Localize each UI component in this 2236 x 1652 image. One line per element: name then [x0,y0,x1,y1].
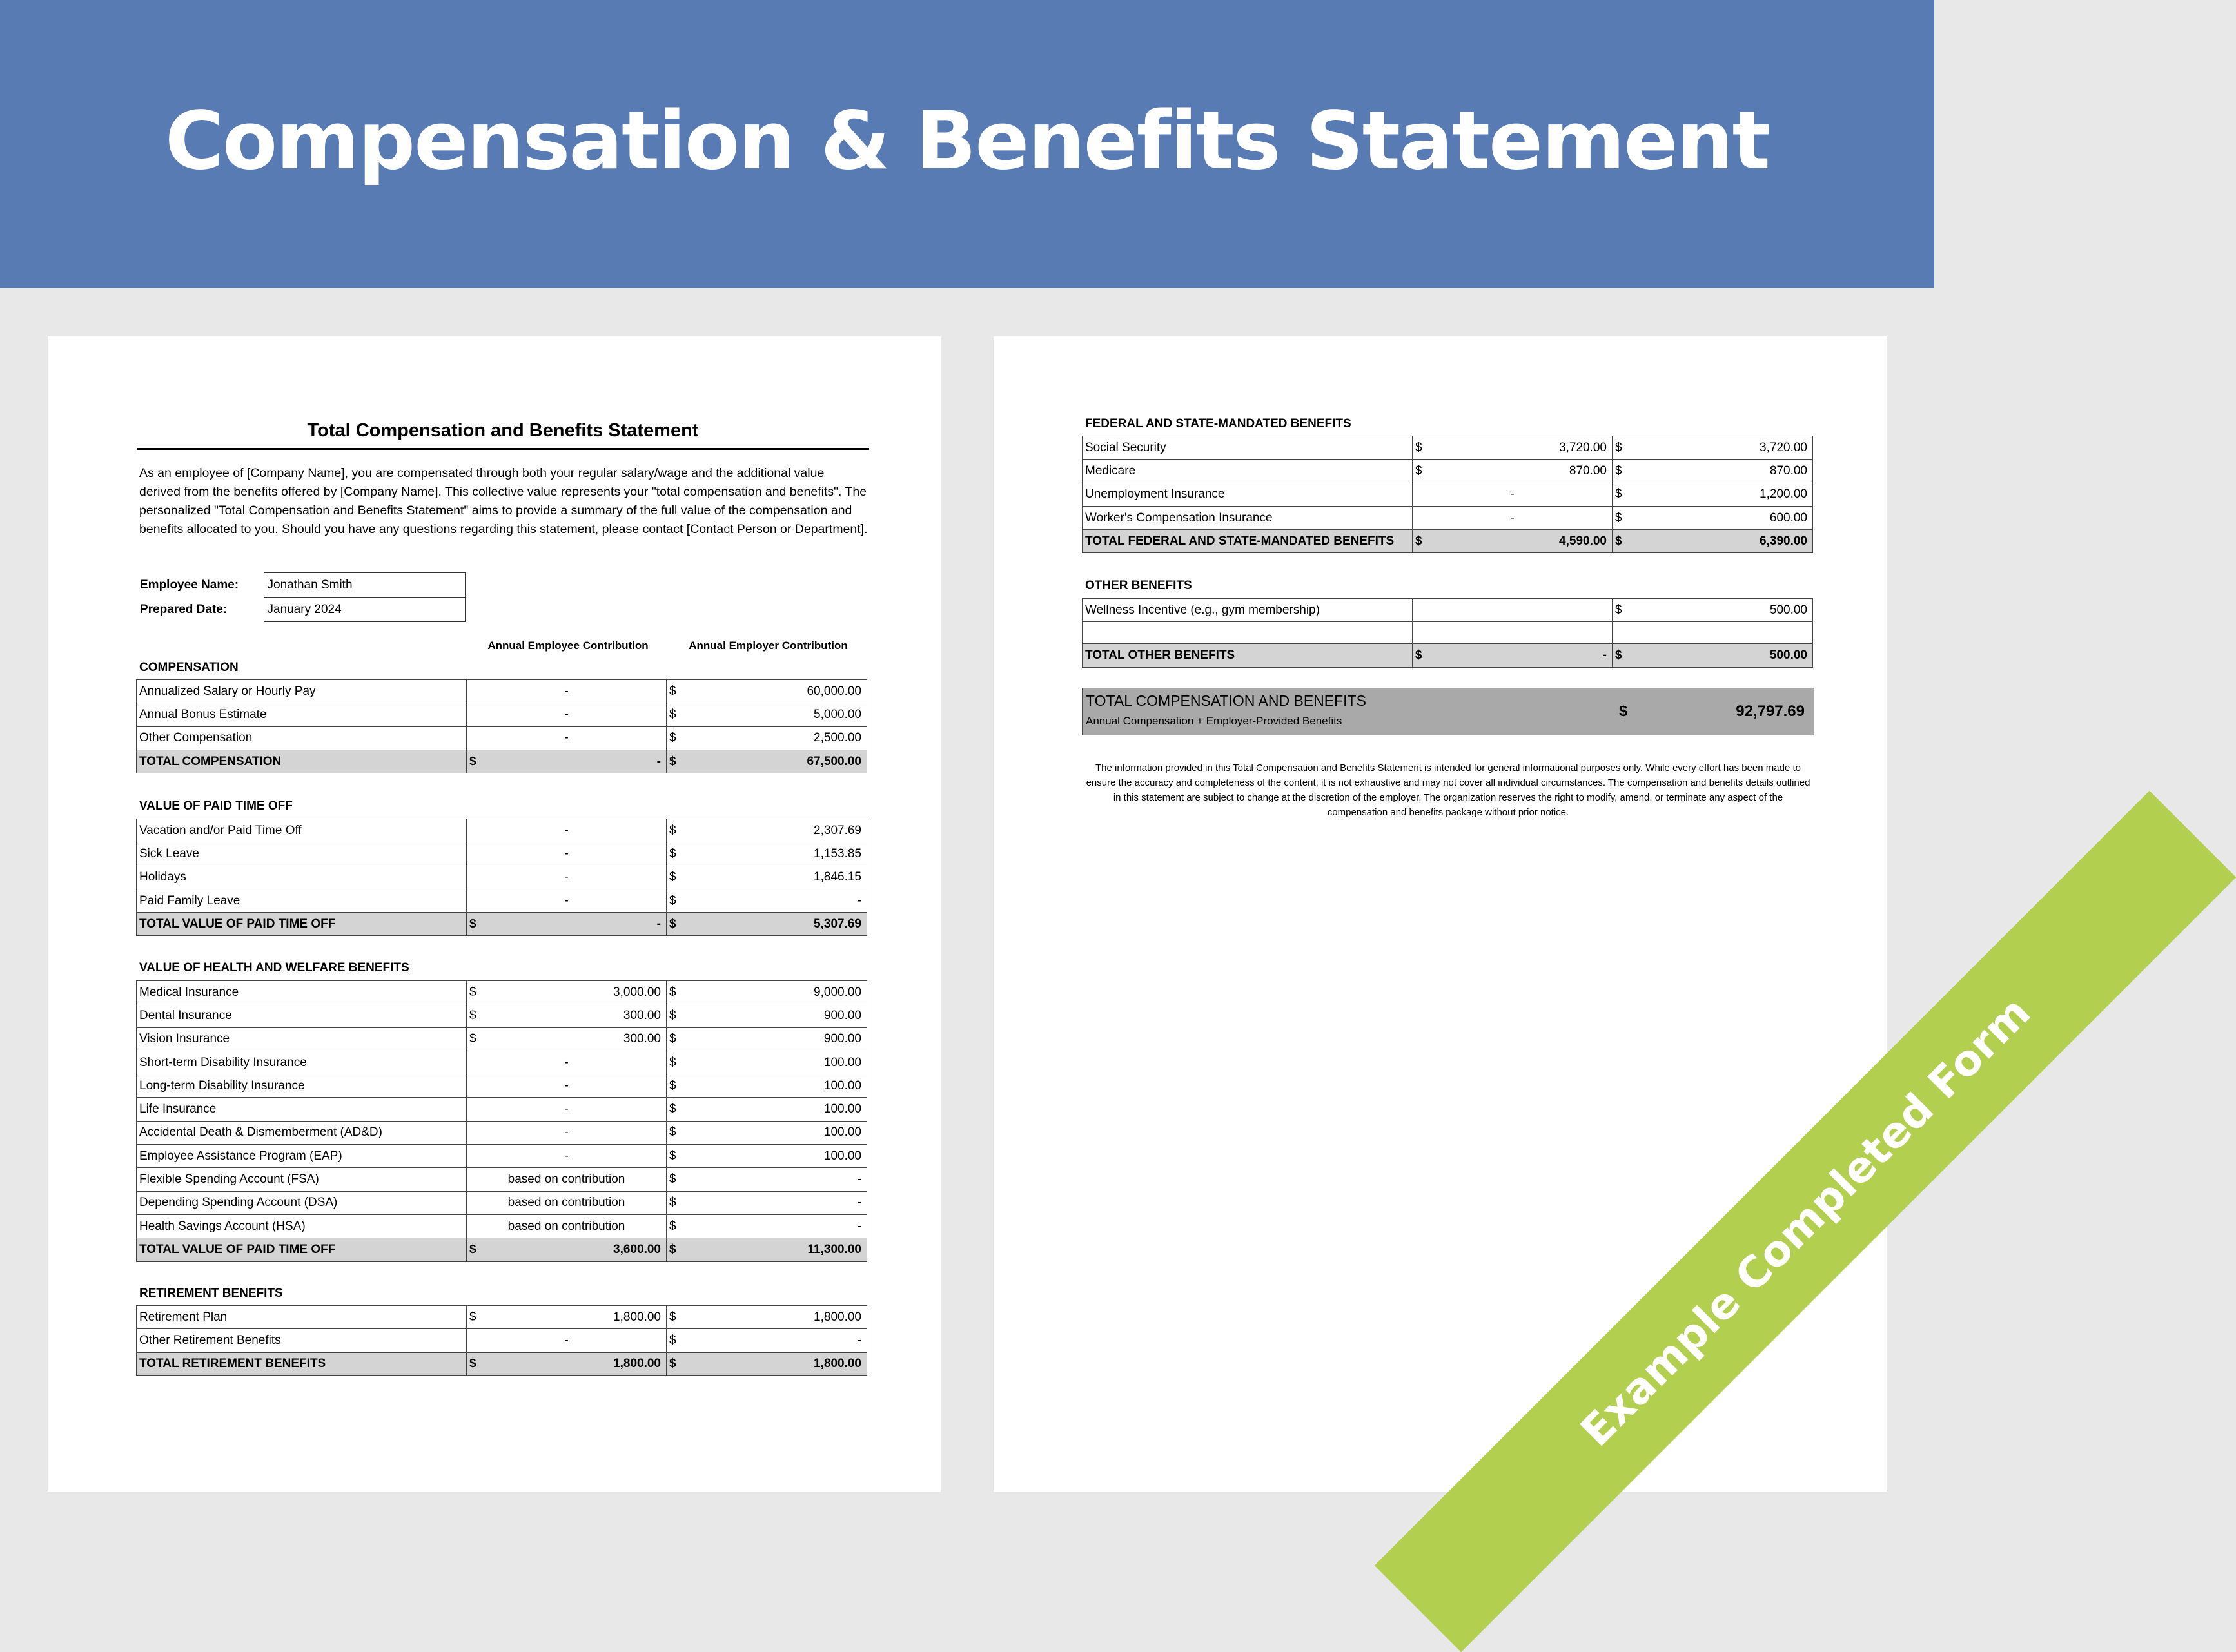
statement-title: Total Compensation and Benefits Statement [137,420,869,450]
currency-symbol: $ [669,1102,676,1116]
grand-total-value: 92,797.69 [1736,703,1805,720]
row-label: Unemployment Insurance [1083,483,1413,506]
amount: 1,800.00 [814,1310,861,1324]
table-row [137,1121,867,1144]
amount: 100.00 [823,1078,861,1093]
amount: 3,720.00 [1559,440,1607,454]
row-label: Employee Assistance Program (EAP) [137,1145,467,1168]
employee-contribution-cell [1413,599,1613,622]
employer-contribution-cell [667,680,867,703]
amount: 1,200.00 [1760,487,1807,501]
table-row [137,1098,867,1121]
amount: 500.00 [1769,603,1807,617]
blank-row [1083,622,1813,644]
employee-contribution-cell [467,680,667,703]
amount: 60,000.00 [807,684,861,698]
amount: - [564,893,569,908]
employer-contribution-cell [667,1074,867,1098]
currency-symbol: $ [469,1008,476,1022]
amount: 100.00 [823,1102,861,1116]
prepared-date-field[interactable]: January 2024 [264,598,465,622]
employee-info [137,572,466,622]
currency-symbol: $ [669,823,676,837]
amount: - [564,1055,569,1069]
employee-contribution-cell [467,1145,667,1168]
table-row [137,680,867,703]
employer-contribution-cell [667,842,867,866]
table-row [137,842,867,866]
currency-symbol: $ [669,1125,676,1140]
statement-page-1 [48,336,941,1492]
row-label: Wellness Incentive (e.g., gym membership) [1083,599,1413,622]
row-label: Short-term Disability Insurance [137,1051,467,1074]
currency-symbol: $ [1615,534,1622,548]
employer-contribution-cell [1613,530,1813,553]
amount: 1,153.85 [814,846,861,860]
employee-contribution-cell [1413,530,1613,553]
employee-contribution-cell [467,1121,667,1144]
employer-contribution-cell [667,1352,867,1375]
amount: 300.00 [623,1032,661,1046]
table-row [137,726,867,750]
currency-symbol: $ [1615,510,1622,525]
currency-symbol: $ [669,1055,676,1069]
row-label: Flexible Spending Account (FSA) [137,1168,467,1191]
currency-symbol: $ [1619,703,1628,720]
row-label: Retirement Plan [137,1306,467,1329]
total-label: TOTAL COMPENSATION [137,750,467,773]
table-row [137,1329,867,1352]
row-label: Life Insurance [137,1098,467,1121]
total-row [137,913,867,936]
employee-contribution-header: Annual Employee Contribution [487,639,649,652]
employer-contribution-cell [667,1051,867,1074]
currency-symbol: $ [669,731,676,745]
amount: 300.00 [623,1008,661,1022]
amount: 600.00 [1769,510,1807,525]
employee-contribution-cell [467,1074,667,1098]
amount: - [857,893,861,908]
total-row [137,750,867,773]
employer-contribution-cell [667,726,867,750]
employee-contribution-cell [467,819,667,842]
row-label: Dental Insurance [137,1004,467,1027]
pto-table [136,819,867,936]
currency-symbol: $ [1615,603,1622,617]
employer-contribution-cell [1613,460,1813,483]
currency-symbol: $ [669,754,676,768]
amount: - [1510,510,1515,525]
currency-symbol: $ [1415,440,1422,454]
compensation-table [136,679,867,773]
row-label: Paid Family Leave [137,889,467,912]
table-row [137,1214,867,1238]
empty-cell [1083,622,1413,644]
currency-symbol: $ [469,917,476,931]
employee-contribution-cell [467,1214,667,1238]
currency-symbol: $ [669,1310,676,1324]
amount: - [857,1219,861,1233]
currency-symbol: $ [669,846,676,860]
currency-symbol: $ [669,684,676,698]
table-row [137,981,867,1004]
currency-symbol: $ [469,1032,476,1046]
employer-contribution-cell [667,1329,867,1352]
row-label: Medical Insurance [137,981,467,1004]
currency-symbol: $ [669,1357,676,1371]
employer-contribution-cell [667,703,867,726]
amount: - [564,823,569,837]
amount: 1,800.00 [613,1310,661,1324]
employer-contribution-cell [667,819,867,842]
total-row [1083,644,1813,667]
currency-symbol: $ [1415,648,1422,662]
currency-symbol: $ [1615,440,1622,454]
employer-contribution-cell [667,913,867,936]
row-label: Medicare [1083,460,1413,483]
employer-contribution-cell [667,889,867,912]
currency-symbol: $ [669,1172,676,1187]
row-label: Health Savings Account (HSA) [137,1214,467,1238]
amount: 100.00 [823,1055,861,1069]
currency-symbol: $ [1415,463,1422,478]
header-banner [0,0,1934,288]
row-label: Other Retirement Benefits [137,1329,467,1352]
amount: 100.00 [823,1149,861,1163]
employer-contribution-cell [667,1214,867,1238]
total-row [137,1238,867,1261]
currency-symbol: $ [1615,648,1622,662]
empty-cell [1613,622,1813,644]
amount: - [656,754,661,768]
row-label: Accidental Death & Dismemberment (AD&D) [137,1121,467,1144]
empty-cell [1413,622,1613,644]
row-label: Other Compensation [137,726,467,750]
amount: 100.00 [823,1125,861,1140]
amount: 900.00 [823,1008,861,1022]
employee-contribution-cell [467,703,667,726]
employer-contribution-cell [667,1191,867,1214]
total-row [137,1352,867,1375]
amount: - [564,731,569,745]
currency-symbol: $ [1415,534,1422,548]
amount: 500.00 [1769,648,1807,662]
employee-name-field[interactable]: Jonathan Smith [264,573,465,598]
other-title: OTHER BENEFITS [1085,579,1192,592]
grand-total-title: TOTAL COMPENSATION AND BENEFITS [1086,692,1366,709]
row-label: Annual Bonus Estimate [137,703,467,726]
amount: - [857,1333,861,1347]
total-label: TOTAL RETIREMENT BENEFITS [137,1352,467,1375]
prepared-date-label: Prepared Date: [140,602,228,616]
currency-symbol: $ [469,1357,476,1371]
amount: - [1602,648,1607,662]
amount-note: based on contribution [507,1219,625,1233]
currency-symbol: $ [669,707,676,721]
currency-symbol: $ [669,1219,676,1233]
amount: - [857,1196,861,1210]
table-row [1083,460,1813,483]
table-row [137,703,867,726]
table-row [137,1168,867,1191]
total-label: TOTAL OTHER BENEFITS [1083,644,1413,667]
table-row [137,866,867,889]
amount: - [564,1078,569,1093]
currency-symbol: $ [669,917,676,931]
health-table [136,980,867,1262]
table-row [137,1074,867,1098]
amount-note: based on contribution [507,1196,625,1210]
employee-contribution-cell [467,866,667,889]
currency-symbol: $ [469,754,476,768]
employer-contribution-cell [1613,483,1813,506]
table-row [137,819,867,842]
ribbon-text: Example Completed Form [1571,987,2040,1456]
employer-contribution-cell [1613,506,1813,529]
amount: 3,000.00 [613,985,661,999]
amount: 3,720.00 [1760,440,1807,454]
employee-contribution-cell [467,1168,667,1191]
pto-title: VALUE OF PAID TIME OFF [139,799,293,813]
grand-total-subtitle: Annual Compensation + Employer-Provided Benefits [1086,715,1342,727]
currency-symbol: $ [669,1078,676,1093]
grand-total [1082,688,1814,735]
currency-symbol: $ [669,1333,676,1347]
currency-symbol: $ [1615,487,1622,501]
amount: 1,800.00 [613,1357,661,1371]
employer-contribution-cell [667,1004,867,1027]
employee-contribution-cell [1413,436,1613,460]
amount: 9,000.00 [814,985,861,999]
employer-contribution-cell [667,1121,867,1144]
currency-symbol: $ [669,985,676,999]
employee-contribution-cell [467,1329,667,1352]
amount: 67,500.00 [807,754,861,768]
employer-contribution-cell [667,750,867,773]
table-row [1083,436,1813,460]
amount: - [564,846,569,860]
employer-contribution-cell [667,1168,867,1191]
employee-contribution-cell [467,726,667,750]
amount: 870.00 [1569,463,1607,478]
amount: - [564,1125,569,1140]
employee-contribution-cell [1413,460,1613,483]
employee-contribution-cell [467,1004,667,1027]
employer-contribution-cell [1613,599,1813,622]
employer-contribution-cell [1613,644,1813,667]
amount: - [564,1149,569,1163]
currency-symbol: $ [669,1008,676,1022]
row-label: Long-term Disability Insurance [137,1074,467,1098]
currency-symbol: $ [1615,463,1622,478]
amount: 11,300.00 [807,1242,861,1256]
row-label: Vision Insurance [137,1027,467,1051]
table-row [137,1051,867,1074]
employee-contribution-cell [467,750,667,773]
employer-contribution-cell [667,866,867,889]
total-label: TOTAL FEDERAL AND STATE-MANDATED BENEFITS [1083,530,1413,553]
employee-contribution-cell [1413,644,1613,667]
currency-symbol: $ [669,1196,676,1210]
total-row [1083,530,1813,553]
currency-symbol: $ [669,1242,676,1256]
amount: 1,846.15 [814,870,861,884]
employee-contribution-cell [467,842,667,866]
amount: 4,590.00 [1559,534,1607,548]
amount: - [564,684,569,698]
employee-contribution-cell [467,1191,667,1214]
amount: - [564,1102,569,1116]
employee-contribution-cell [467,1051,667,1074]
row-label: Worker's Compensation Insurance [1083,506,1413,529]
currency-symbol: $ [669,893,676,908]
table-row [1083,599,1813,622]
federal-title: FEDERAL AND STATE-MANDATED BENEFITS [1085,417,1351,431]
table-row [137,1027,867,1051]
amount: 5,307.69 [814,917,861,931]
amount: - [564,1333,569,1347]
federal-table [1082,436,1813,553]
amount: 870.00 [1769,463,1807,478]
amount: - [564,707,569,721]
table-row [137,1191,867,1214]
amount: 2,500.00 [814,731,861,745]
currency-symbol: $ [669,870,676,884]
amount: - [857,1172,861,1187]
currency-symbol: $ [669,1032,676,1046]
amount: 6,390.00 [1760,534,1807,548]
employee-contribution-cell [467,981,667,1004]
employee-contribution-cell [467,1352,667,1375]
table-row [137,1145,867,1168]
compensation-title: COMPENSATION [139,661,239,674]
employer-contribution-cell [1613,436,1813,460]
employee-contribution-cell [467,1306,667,1329]
employer-contribution-cell [667,1145,867,1168]
banner-title: Compensation & Benefits Statement [165,94,1769,188]
amount: 1,800.00 [814,1357,861,1371]
employee-contribution-cell [467,1238,667,1261]
currency-symbol: $ [469,985,476,999]
currency-symbol: $ [669,1149,676,1163]
employee-contribution-cell [1413,483,1613,506]
amount: - [1510,487,1515,501]
employee-contribution-cell [467,913,667,936]
other-table [1082,598,1813,668]
employer-contribution-cell [667,1306,867,1329]
row-label: Sick Leave [137,842,467,866]
disclaimer: The information provided in this Total Compensation and Benefits Statement is intended for general informational purposes only. While every effort has been made to ensure the accuracy and completeness of the content, it is not exhaustive and may not cover all individual circumstances. The compensation and benefits details outlined in this statement are subject to change at the discretion of the employer. The organization reserves the right to modify, amend, or terminate any aspect of the compensation and benefits package without prior notice. [1086,763,1810,818]
table-row [137,1306,867,1329]
employer-contribution-cell [667,1238,867,1261]
retirement-table [136,1305,867,1376]
employee-contribution-cell [1413,506,1613,529]
amount: 2,307.69 [814,823,861,837]
row-label: Social Security [1083,436,1413,460]
amount: 5,000.00 [814,707,861,721]
amount: - [656,917,661,931]
row-label: Depending Spending Account (DSA) [137,1191,467,1214]
amount-note: based on contribution [507,1172,625,1187]
statement-intro: As an employee of [Company Name], you are compensated through both your regular salary/wage and the additional value derived from the benefits offered by [Company Name]. This collective value represents your "total compensation and benefits". The personalized "Total Compensation and Benefits Statement" aims to provide a summary of the full value of the compensation and benefits allocated to you. Should you have any questions regarding this statement, please contact [Contact Person or Department]. [139,466,868,536]
row-label: Annualized Salary or Hourly Pay [137,680,467,703]
total-label: TOTAL VALUE OF PAID TIME OFF [137,1238,467,1261]
health-title: VALUE OF HEALTH AND WELFARE BENEFITS [139,961,409,975]
amount: 3,600.00 [613,1242,661,1256]
employee-contribution-cell [467,1098,667,1121]
amount: - [564,870,569,884]
employee-contribution-cell [467,889,667,912]
currency-symbol: $ [469,1242,476,1256]
employer-contribution-cell [667,1027,867,1051]
table-row [137,889,867,912]
employer-contribution-header: Annual Employer Contribution [689,639,848,652]
employee-name-label: Employee Name: [140,578,239,592]
table-row [137,1004,867,1027]
total-label: TOTAL VALUE OF PAID TIME OFF [137,913,467,936]
table-row [1083,483,1813,506]
currency-symbol: $ [469,1310,476,1324]
row-label: Vacation and/or Paid Time Off [137,819,467,842]
retirement-title: RETIREMENT BENEFITS [139,1287,283,1300]
employee-contribution-cell [467,1027,667,1051]
row-label: Holidays [137,866,467,889]
table-row [1083,506,1813,529]
employer-contribution-cell [667,981,867,1004]
amount: 900.00 [823,1032,861,1046]
employer-contribution-cell [667,1098,867,1121]
